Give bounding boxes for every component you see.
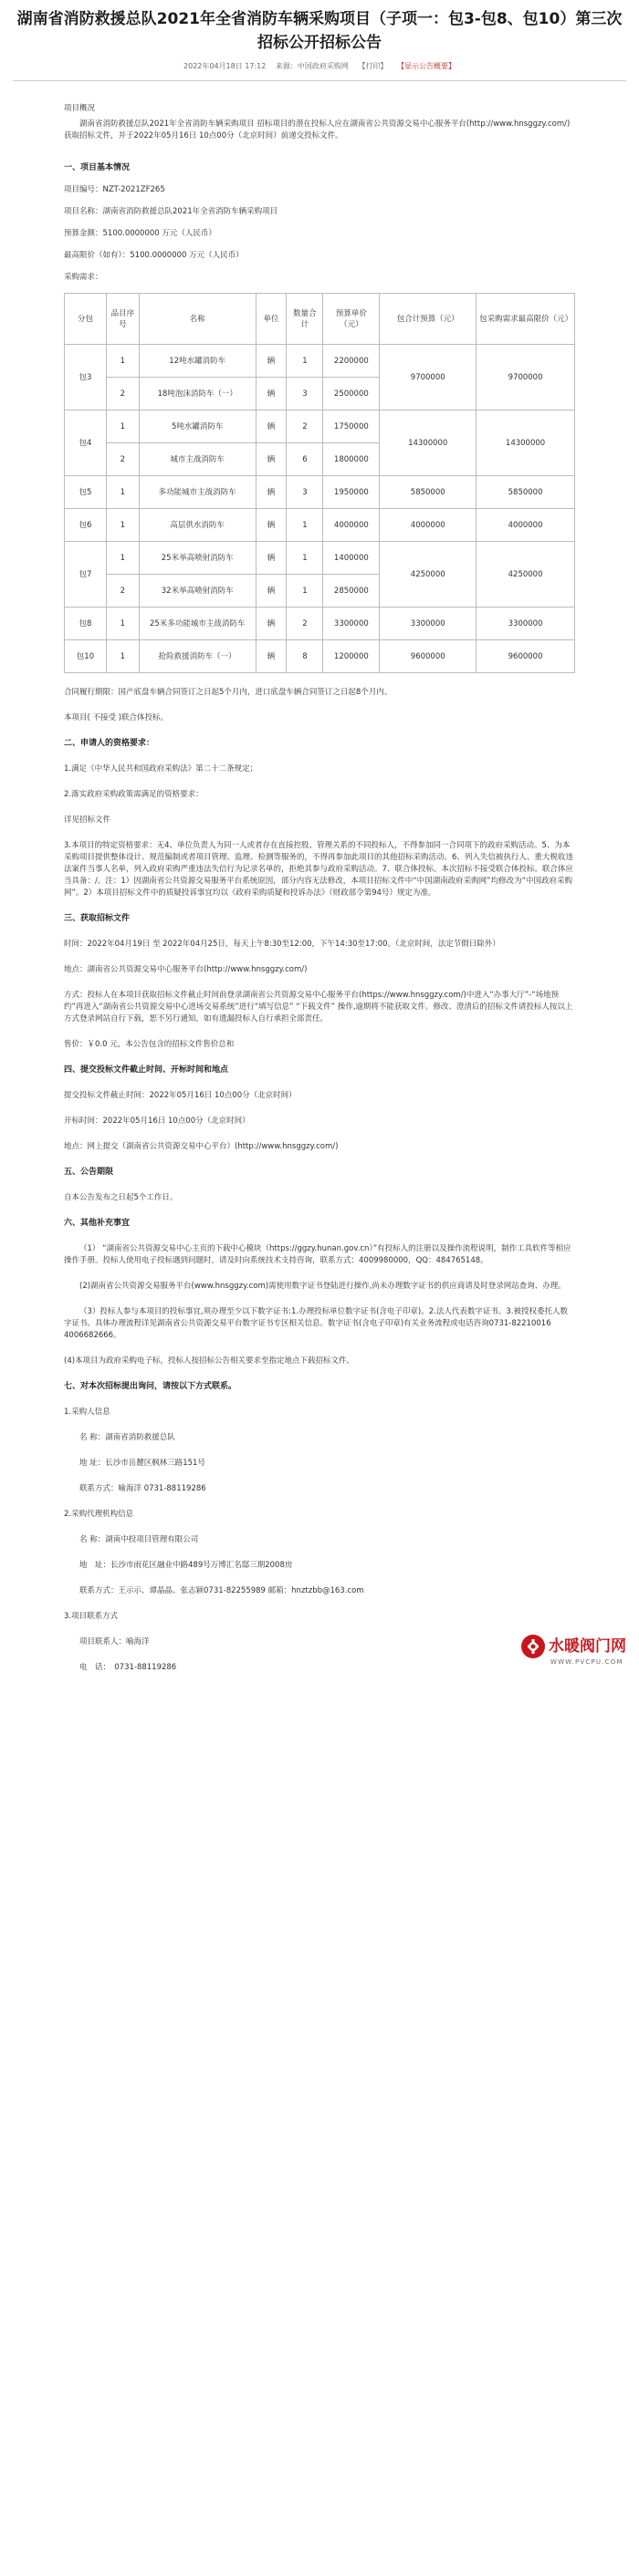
agency-contact: 联系方式：王示示、谭晶晶、张志颖0731-82255989 邮箱：hnztzbb@163.com: [79, 1586, 364, 1595]
cell-package: 包8: [65, 608, 107, 640]
cell-quantity: 3: [287, 378, 323, 410]
cell-item-no: 2: [106, 575, 139, 608]
cell-package: 包5: [65, 476, 107, 509]
qualification-2-detail: 详见招标文件: [64, 815, 111, 825]
publish-datetime: 2022年04月18日 17:12: [183, 62, 267, 70]
cell-unit: 辆: [256, 443, 287, 476]
cell-unit-price: 2200000: [323, 345, 380, 378]
cell-package-total: 9700000: [380, 345, 477, 410]
cell-quantity: 6: [287, 443, 323, 476]
project-contact-title: 3.项目联系方式: [64, 1612, 119, 1621]
cell-package: 包7: [65, 542, 107, 608]
cell-unit: 辆: [256, 378, 287, 410]
cell-name: 18吨泡沫消防车（一）: [139, 378, 256, 410]
cell-unit: 辆: [256, 640, 287, 673]
cell-package-total: 14300000: [380, 410, 477, 476]
section-2-heading: 二、申请人的资格要求：: [64, 739, 155, 748]
cell-item-no: 2: [106, 378, 139, 410]
purchaser-title: 1.采购人信息: [64, 1407, 110, 1417]
cell-unit-price: 2850000: [323, 575, 380, 608]
cell-name: 32米举高喷射消防车: [139, 575, 256, 608]
cell-package-max: 4250000: [477, 542, 575, 608]
watermark-logo: [520, 1628, 632, 1668]
cell-unit-price: 2500000: [323, 378, 380, 410]
table-row: [65, 608, 575, 640]
cell-item-no: 1: [106, 542, 139, 575]
cell-package: 包10: [65, 640, 107, 673]
cell-unit-price: 3300000: [323, 608, 380, 640]
th-package: 分包: [65, 294, 107, 345]
table-row: [65, 345, 575, 378]
source-text: 来源：中国政府采购网: [275, 62, 349, 70]
print-link[interactable]: 【打印】: [358, 62, 388, 70]
cell-package-max: 4000000: [477, 509, 575, 542]
cell-name: 25米多功能城市主战消防车: [139, 608, 256, 640]
cell-quantity: 3: [287, 476, 323, 509]
watermark-brand: 水暖阀门网: [549, 1637, 626, 1656]
project-contact-person: 项目联系人：喻海洋: [79, 1637, 150, 1646]
agency-address: 地 址：长沙市雨花区融业中路489号万博汇名邸三期2008房: [79, 1561, 293, 1570]
notice-period: 自本公告发布之日起5个工作日。: [64, 1193, 178, 1202]
table-row: [65, 509, 575, 542]
cell-name: 高层供水消防车: [139, 509, 256, 542]
obtain-time: 时间：2022年04月19日 至 2022年04月25日，每天上午8:30至12:00，下午14:30至17:00。（北京时间，法定节假日除外）: [64, 940, 500, 949]
cell-unit-price: 1950000: [323, 476, 380, 509]
contract-period: 合同履行期限：国产底盘车辆合同签订之日起5个月内，进口底盘车辆合同签订之日起8个月内。: [64, 688, 393, 697]
page-title: 湖南省消防救援总队2021年全省消防车辆采购项目（子项一：包3-包8、包10）第三次招标公开招标公告: [16, 10, 623, 52]
cell-unit-price: 1200000: [323, 640, 380, 673]
table-row: [65, 410, 575, 443]
cell-package-total: 5850000: [380, 476, 477, 509]
procurement-requirements-label: 采购需求：: [64, 273, 103, 282]
cell-quantity: 1: [287, 575, 323, 608]
cell-unit-price: 1800000: [323, 443, 380, 476]
cell-unit: 辆: [256, 345, 287, 378]
cell-quantity: 2: [287, 410, 323, 443]
supplement-2: (2)湖南省公共资源交易服务平台(www.hnsggzy.com)需使用数字证书登陆进行操作,尚未办理数字证书的供应商请及时登录网站查询、办理。: [79, 1282, 566, 1291]
watermark-graphic: [520, 1628, 632, 1668]
obtain-place: 地点：湖南省公共资源交易中心服务平台(http://www.hnsggzy.com/): [64, 965, 308, 974]
table-row: [65, 542, 575, 575]
cell-unit: 辆: [256, 542, 287, 575]
cell-package-max: 9600000: [477, 640, 575, 673]
table-row: [65, 476, 575, 509]
cell-package-total: 3300000: [380, 608, 477, 640]
cell-name: 抢险救援消防车（一）: [139, 640, 256, 673]
cell-item-no: 1: [106, 608, 139, 640]
cell-name: 12吨水罐消防车: [139, 345, 256, 378]
opening-place: 地点：网上提交（湖南省公共资源交易中心平台）(http://www.hnsggzy.com/): [64, 1142, 339, 1151]
th-unit: 单位: [256, 294, 287, 345]
cell-unit: 辆: [256, 410, 287, 443]
cell-item-no: 1: [106, 345, 139, 378]
cell-item-no: 2: [106, 443, 139, 476]
section-5-heading: 五、公告期限: [64, 1168, 114, 1177]
cell-package-total: 9600000: [380, 640, 477, 673]
show-summary-link[interactable]: 【显示公告概要】: [396, 62, 456, 70]
supplement-1: （1） “湖南省公共资源交易中心主页的下载中心模块（https://ggzy.hunan.gov.cn）”有投标人的注册以及操作流程说明，制作工具软件等相应操作手册。投标人使用电子投标遇到问题时，请及时向系统技术支持咨询，联系方式：4009980000，QQ：484765148。: [64, 1244, 571, 1265]
supplement-3: （3）投标人参与本项目的投标事宜,须办理至少以下数字证书:1.办理投标单位数字证书(含电子印章)。2.法人代表数字证书。3.被授权委托人数字证书。具体办理流程详见湖南省公共资源交易平台数字证书专区相关信息。数字证书(含电子印章)有关业务流程或电话咨询0731-82210016 4006682666。: [64, 1307, 568, 1340]
obtain-method: 方式：投标人在本项目获取招标文件截止时间前登录湖南省公共资源交易中心服务平台(https://www.hnsggzy.com/)中进入“办事大厅”-“场地预约”再进入“湖南省公共资源交易中心进场交易系统”进行“填写信息” “下载文件” 操作,逾期将不能获取文件。修改、澄清后的招标文件请投标人按以上方式登录网站自行下载，恕不另行通知，如有遗漏投标人自行承担全部责任。: [64, 991, 573, 1023]
cell-quantity: 1: [287, 345, 323, 378]
opening-time: 开标时间：2022年05月16日 10点00分（北京时间）: [64, 1117, 250, 1126]
qualification-2: 2.落实政府采购政策需满足的资格要求：: [64, 790, 204, 799]
cell-package-total: 4250000: [380, 542, 477, 608]
project-contact-phone: 电 话： 0731-88119286: [79, 1663, 177, 1672]
consortium-note: 本项目( 不接受 )联合体投标。: [64, 713, 169, 722]
cell-unit: 辆: [256, 476, 287, 509]
cell-name: 5吨水罐消防车: [139, 410, 256, 443]
cell-package-total: 4000000: [380, 509, 477, 542]
cell-package-max: 3300000: [477, 608, 575, 640]
cell-package-max: 5850000: [477, 476, 575, 509]
th-item-no: 品目序号: [106, 294, 139, 345]
cell-item-no: 1: [106, 509, 139, 542]
table-header-row: [65, 294, 575, 345]
submission-deadline: 提交投标文件截止时间：2022年05月16日 10点00分（北京时间）: [64, 1091, 297, 1100]
cell-package: 包4: [65, 410, 107, 476]
cell-quantity: 1: [287, 542, 323, 575]
cell-name: 多功能城市主战消防车: [139, 476, 256, 509]
section-7-heading: 七、对本次招标提出询问，请按以下方式联系。: [64, 1382, 237, 1391]
cell-quantity: 8: [287, 640, 323, 673]
project-number: 项目编号：NZT-2021ZF265: [64, 185, 165, 194]
article-body: [0, 103, 639, 1674]
max-price: 最高限价（如有）：5100.0000000 万元（人民币）: [64, 251, 244, 260]
cell-package-max: 9700000: [477, 345, 575, 410]
section-1-heading: 一、项目基本情况: [64, 163, 131, 172]
cell-quantity: 2: [287, 608, 323, 640]
watermark-url: WWW.PVCPU.COM: [550, 1658, 623, 1666]
th-package-total: 包合计预算（元）: [380, 294, 477, 345]
cell-package: 包6: [65, 509, 107, 542]
th-unit-price: 预算单价（元）: [323, 294, 380, 345]
cell-quantity: 1: [287, 509, 323, 542]
requirements-table: [64, 293, 575, 673]
budget-amount: 预算金额：5100.0000000 万元（人民币）: [64, 229, 216, 238]
document-price: 售价：￥0.0 元，本公告包含的招标文件售价总和: [64, 1040, 235, 1049]
section-4-heading: 四、提交投标文件截止时间、开标时间和地点: [64, 1065, 229, 1075]
cell-unit-price: 1750000: [323, 410, 380, 443]
article-meta: [0, 60, 639, 73]
purchaser-address: 地 址：长沙市岳麓区枫林三路151号: [79, 1459, 205, 1468]
qualification-1: 1.满足《中华人民共和国政府采购法》第二十二条规定；: [64, 764, 258, 774]
cell-item-no: 1: [106, 476, 139, 509]
title-divider: [13, 80, 626, 81]
th-name: 名称: [139, 294, 256, 345]
cell-package-max: 14300000: [477, 410, 575, 476]
cell-item-no: 1: [106, 640, 139, 673]
purchaser-contact: 联系方式：喻海洋 0731-88119286: [79, 1484, 206, 1493]
cell-unit: 辆: [256, 575, 287, 608]
cell-unit: 辆: [256, 608, 287, 640]
purchaser-name: 名 称：湖南省消防救援总队: [79, 1433, 175, 1442]
qualification-3: 3.本项目的特定资格要求：无4、单位负责人为同一人或者存在直接控股、管理关系的不同投标人，不得参加同一合同项下的政府采购活动。5、为本采购项目提供整体设计、规范编制或者项目管理、监理、检测等服务的，不得再参加此项目的其他招标采购活动。6、列入失信被执行人、重大税收违法案件当事人名单，列入政府采购严重违法失信行为记录名单的，拒绝其参与政府采购活动。7、联合体投标。本次招标不接受联合体投标。联合体应当具备：/。注：1）因湖南省公共资源交易服务平台系统原因，部分内容无法修改，本项目招标文件中“中国湖南政府采购网”均修改为“中国政府采购网”。2）本项目招标文件中的质疑投诉事宜均以《政府采购质疑和投诉办法》（财政部令第94号）规定为准。: [64, 841, 573, 898]
cell-unit-price: 1400000: [323, 542, 380, 575]
section-6-heading: 六、其他补充事宜: [64, 1219, 131, 1228]
overview-heading: 项目概况: [64, 104, 96, 113]
cell-unit: 辆: [256, 509, 287, 542]
supplement-4: (4)本项目为政府采购电子标，投标人按招标公告相关要求至指定地点下载招标文件。: [64, 1356, 355, 1366]
agency-name: 名 称：湖南中投项目管理有限公司: [79, 1535, 199, 1544]
table-row: [65, 640, 575, 673]
cell-item-no: 1: [106, 410, 139, 443]
project-name: 项目名称：湖南省消防救援总队2021年全省消防车辆采购项目: [64, 207, 278, 216]
cell-package: 包3: [65, 345, 107, 410]
cell-unit-price: 4000000: [323, 509, 380, 542]
cell-name: 城市主战消防车: [139, 443, 256, 476]
th-package-max: 包采购需求最高限价（元）: [477, 294, 575, 345]
section-3-heading: 三、获取招标文件: [64, 914, 131, 923]
agency-title: 2.采购代理机构信息: [64, 1510, 134, 1519]
cell-name: 25米举高喷射消防车: [139, 542, 256, 575]
th-quantity: 数量合计: [287, 294, 323, 345]
overview-text: 湖南省消防救援总队2021年全省消防车辆采购项目 招标项目的潜在投标人应在湖南省公共资源交易中心服务平台(http://www.hnsggzy.com/)获取招标文件，并于2022年05月16日 10点00分（北京时间）前递交投标文件。: [64, 119, 571, 140]
